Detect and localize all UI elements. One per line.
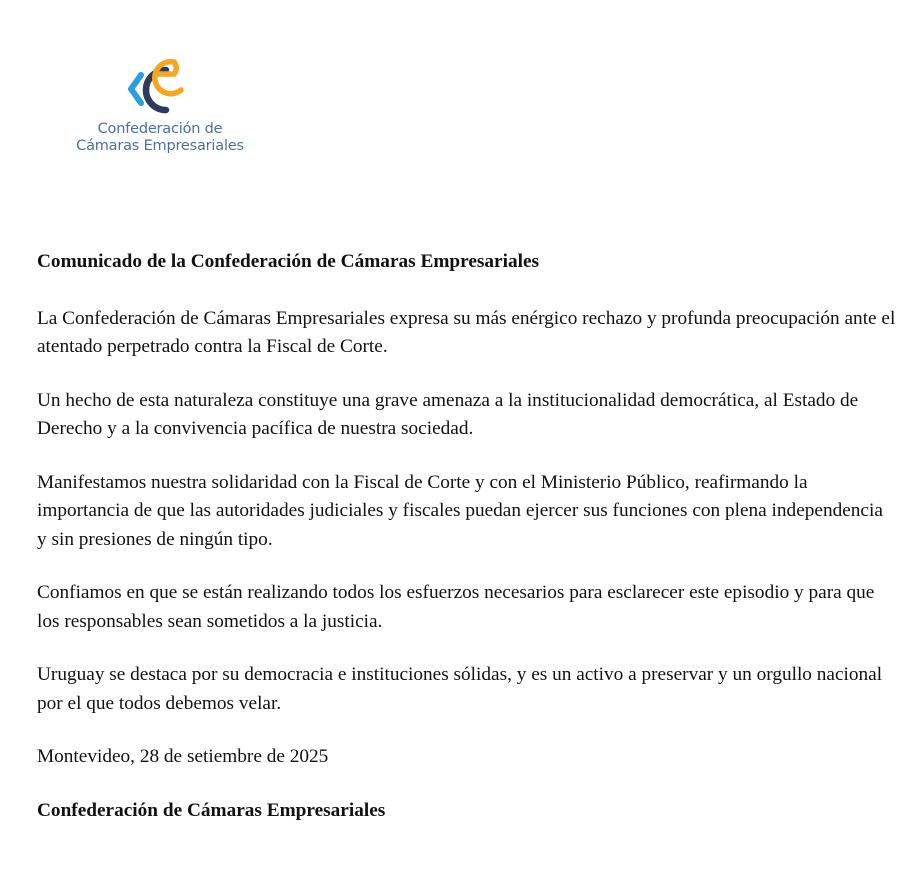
paragraph-2: Un hecho de esta naturaleza constituye una grave amenaza a la institucionalidad democrática, al Estado de Derecho y a la convivencia pacífica de nuestra sociedad.	[37, 389, 859, 439]
logo-text-line2: Cámaras Empresariales	[76, 138, 244, 154]
paragraph-5: Uruguay se destaca por su democracia e instituciones sólidas, y es un activo a preservar y un orgullo nacional por el que todos debemos velar.	[37, 664, 883, 714]
logo-wordmark	[60, 121, 260, 155]
signature: Confederación de Cámaras Empresariales	[37, 799, 386, 821]
logo-orange-e	[155, 62, 181, 94]
place-date: Montevideo, 28 de setiembre de 2025	[37, 746, 329, 767]
logo-text-line1: Confederación de	[97, 121, 223, 137]
statement-title: Comunicado de la Confederación de Cámaras Empresariales	[37, 251, 539, 272]
statement-document	[37, 248, 897, 825]
paragraph-1: La Confederación de Cámaras Empresariales expresa su más enérgico rechazo y profunda preocupación ante el atentado perpetrado contra la Fiscal de Corte.	[37, 307, 896, 357]
logo-blue-chevron	[131, 75, 141, 103]
paragraph-3: Manifestamos nuestra solidaridad con la Fiscal de Corte y con el Ministerio Público, reafirmando la importancia de que las autoridades judiciales y fiscales puedan ejercer sus funciones con plena independencia y sin presiones de ningún tipo.	[37, 471, 883, 550]
paragraph-4: Confiamos en que se están realizando todos los esfuerzos necesarios para esclarecer este episodio y para que los responsables sean sometidos a la justicia.	[37, 582, 875, 632]
organization-logo	[60, 58, 260, 168]
cce-logo-mark-icon	[126, 58, 186, 114]
